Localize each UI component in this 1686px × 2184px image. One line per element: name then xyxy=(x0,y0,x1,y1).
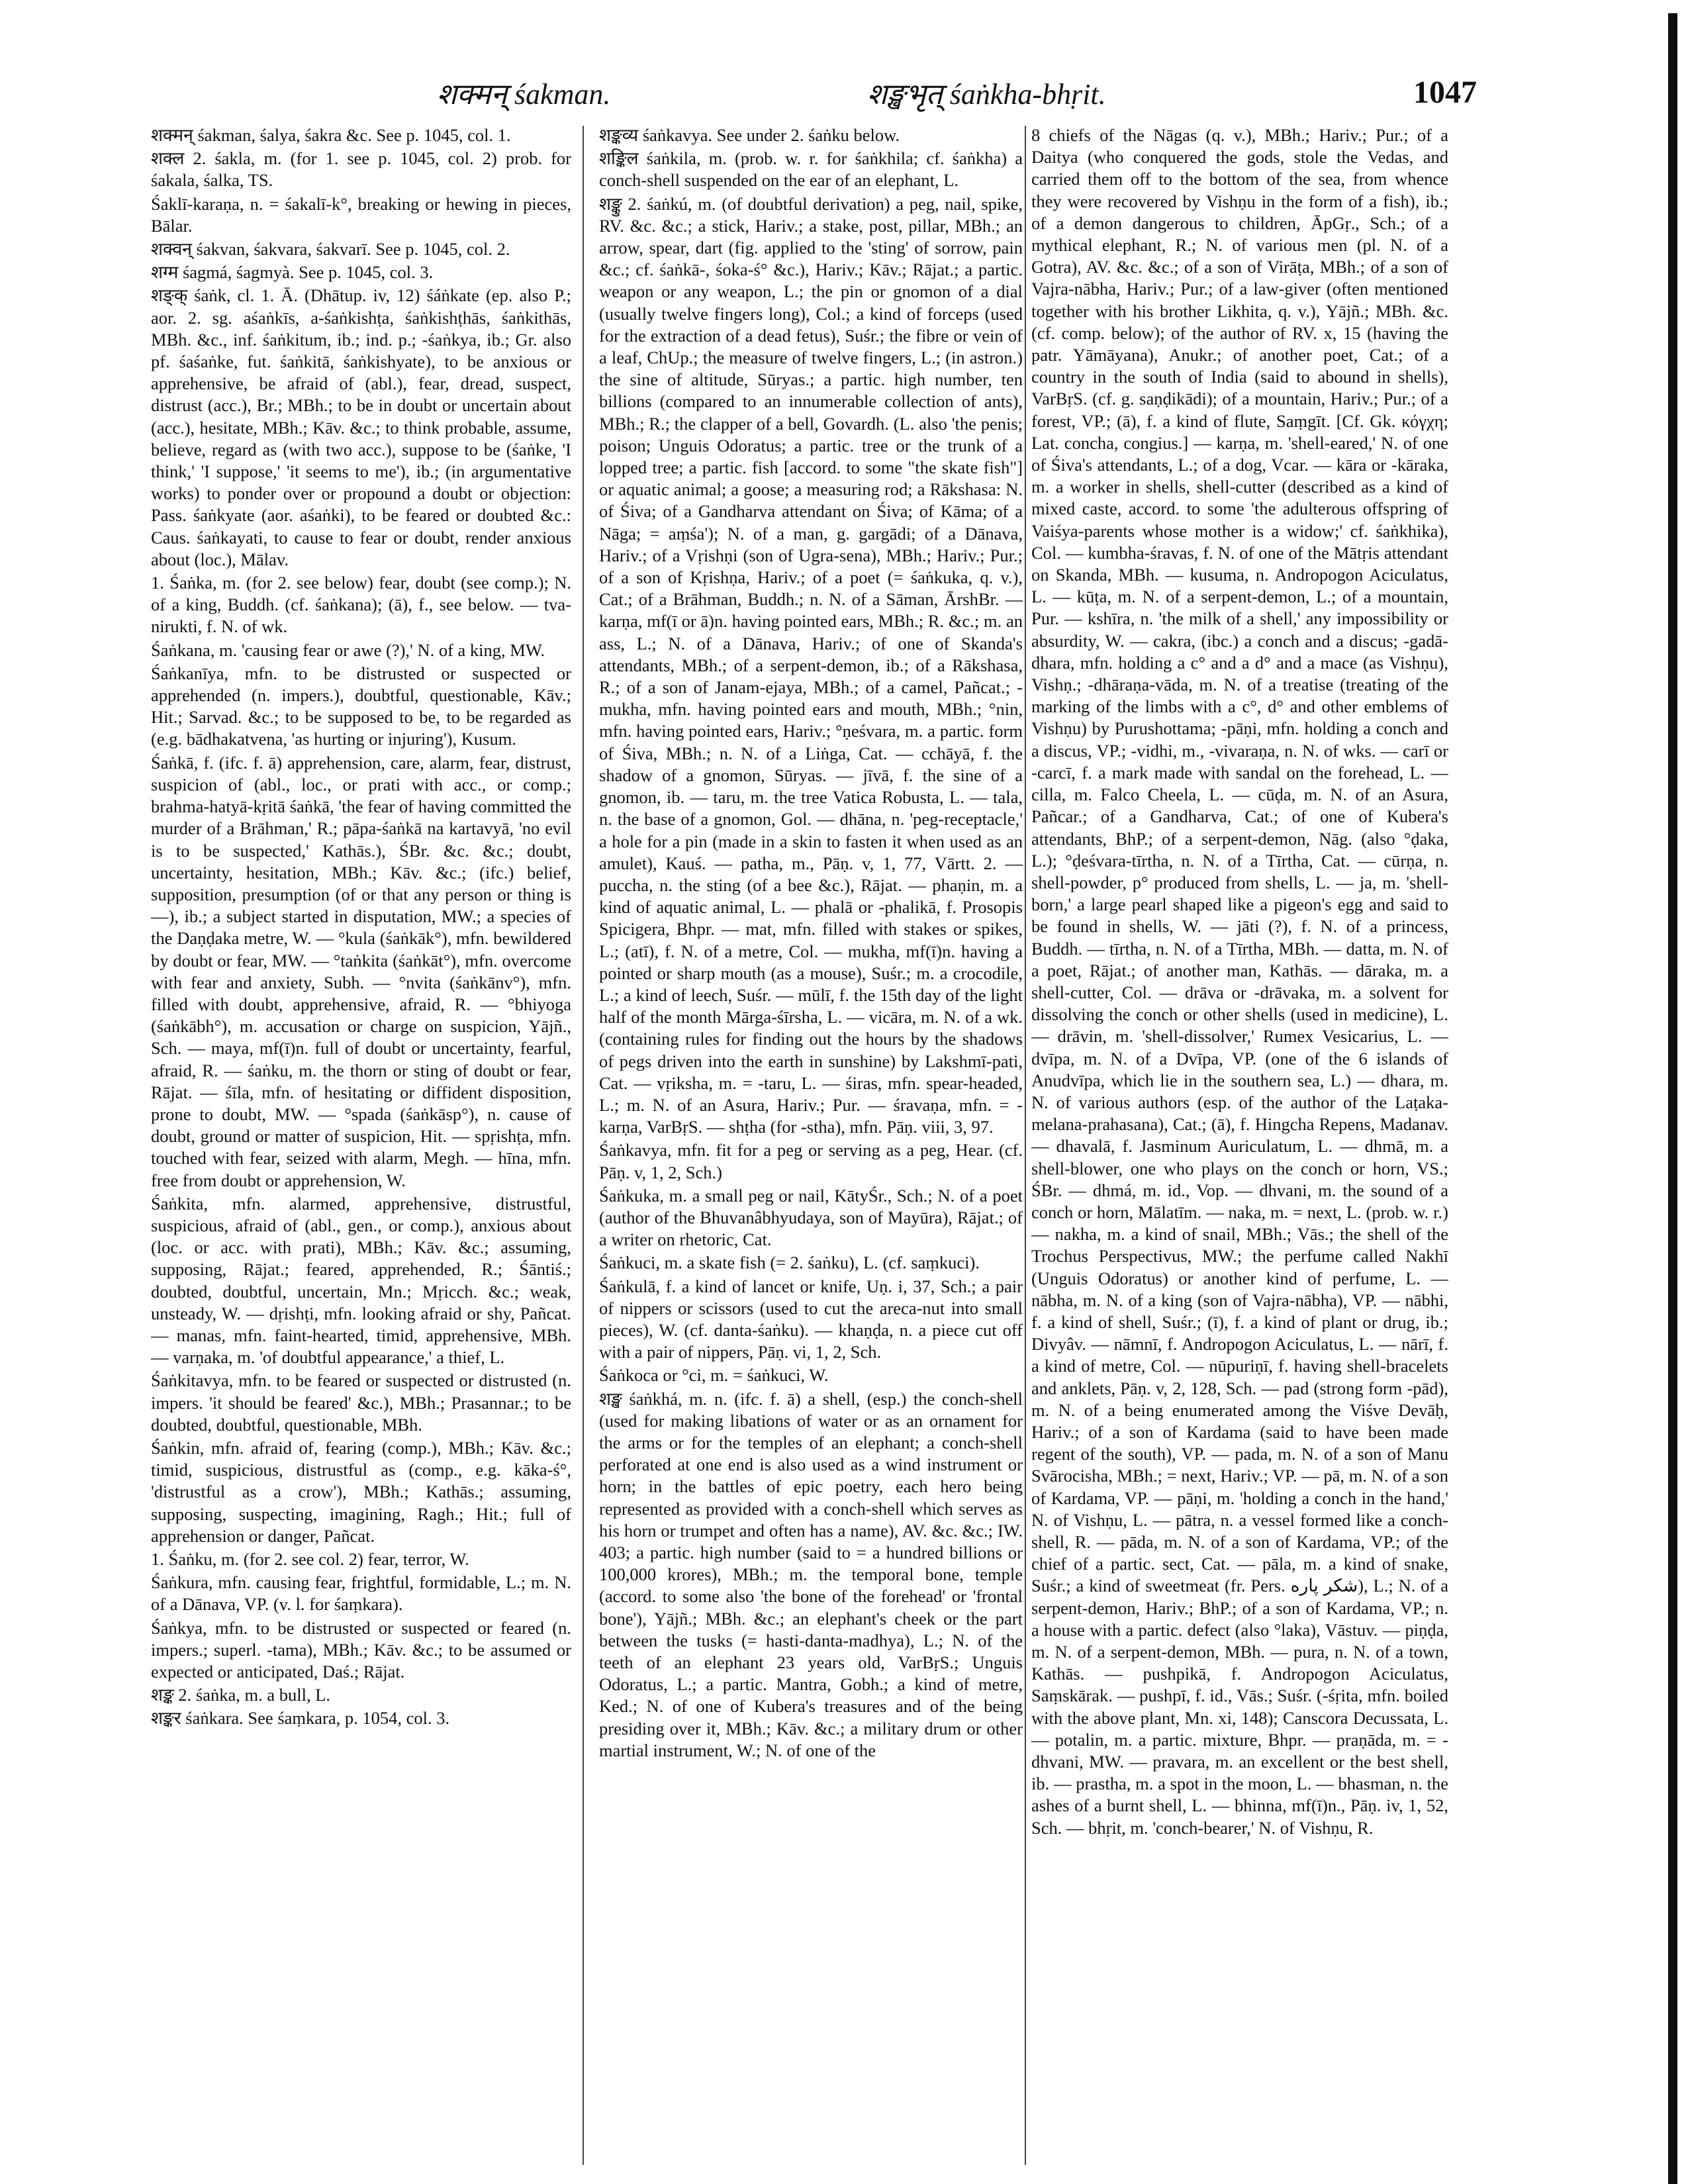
entry: शक्मन् śakman, śalya, śakra &c. See p. 1045, col. 1. xyxy=(151,125,511,145)
entry: Śaṅkya, mfn. to be distrusted or suspected or feared (n. impers.; superl. -tama), MBh.; Kāv. &c.; to be assumed or expected or anticipated, Daś.; Rājat. xyxy=(151,1617,571,1682)
entry: शक्वन् śakvan, śakvara, śakvarī. See p. 1045, col. 2. xyxy=(151,239,510,260)
entry: Śaṅkanīya, mfn. to be distrusted or suspected or apprehended (n. impers.), doubtful, questionable, Kāv.; Hit.; Sarvad. &c.; to be supposed to be, to be regarded as (e.g. bādhakatvena, 'as hurting or injuring'), Kusum. xyxy=(151,663,571,749)
entry: शक्ल 2. śakla, m. (for 1. see p. 1045, col. 2) prob. for śakala, śalka, TS. xyxy=(151,148,571,191)
column-left xyxy=(151,124,571,2163)
entry: शङ्ख śaṅkhá, m. n. (ifc. f. ā) a shell, (esp.) the conch-shell (used for making libations of water or as an ornament for the arms or for the temples of an elephant; a conch-shell perforated at one end is also used as a wind instrument or horn; in the battles of epic poetry, each hero being represented as provided with a conch-shell which serves as his horn or trumpet and often has a name), AV. &c. &c.; IW. 403; a partic. high number (said to = a hundred billions or 100,000 krores), MBh.; m. the temporal bone, temple (accord. to some also 'the bone of the forehead' or 'frontal bone'), Yājñ.; MBh. &c.; an elephant's cheek or the part between the tusks (= hasti-danta-madhya), L.; N. of the teeth of an elephant 23 years old, VarBṛS.; Unguis Odoratus, L.; a partic. Mantra, Gobh.; a kind of metre, Ked.; N. of one of Kubera's treasures and of the being presiding over it, MBh.; Kāv. &c.; a military drum or other martial instrument, W.; N. of one of the xyxy=(599,1388,1023,1760)
entry: Śaṅkana, m. 'causing fear or awe (?),' N. of a king, MW. xyxy=(151,640,545,660)
entry: Śaṅkin, mfn. afraid of, fearing (comp.), MBh.; Kāv. &c.; timid, suspicious, distrustful as (comp., e.g. kāka-ś°, 'distrustful as a crow'), MBh.; Kathās.; assuming, supposing, suspecting, imagining, Ragh.; Hit.; full of apprehension or danger, Pañcat. xyxy=(151,1437,571,1546)
entry: Śaṅkuka, m. a small peg or nail, KātyŚr., Sch.; N. of a poet (author of the Bhuvanâbhyudaya, son of Mayūra), Rājat.; of a writer on rhetoric, Cat. xyxy=(599,1185,1023,1250)
entry: शङ्क 2. śaṅka, m. a bull, L. xyxy=(151,1685,331,1705)
entry: Śaṅkitavya, mfn. to be feared or suspected or distrusted (n. impers. 'it should be feared' &c.), MBh.; Prasannar.; to be doubted, doubtful, questionable, MBh. xyxy=(151,1370,571,1435)
entry: शग्म śagmá, śagmyà. See p. 1045, col. 3. xyxy=(151,262,434,283)
entry: Śaklī-karaṇa, n. = śakalī-k°, breaking or hewing in pieces, Bālar. xyxy=(151,193,571,236)
entry: शङ्कु 2. śaṅkú, m. (of doubtful derivation) a peg, nail, spike, RV. &c. &c.; a stick, Hariv.; a stake, post, pillar, MBh.; an arrow, spear, dart (fig. applied to the 'sting' of sorrow, pain &c.; cf. śaṅkā-, śoka-ś° &c.), Hariv.; Kāv.; Rājat.; a partic. weapon or any weapon, L.; the pin or gnomon of a dial (usually twelve fingers long), Col.; a kind of forceps (used for the extraction of a dead fetus), Suśr.; the fibre or vein of a leaf, ChUp.; the measure of twelve fingers, L.; (in astron.) the sine of altitude, Sūryas.; a partic. high number, ten billions (compared to an innumerable collection of ants), MBh.; R.; the clapper of a bell, Govardh. (L. also 'the penis; poison; Unguis Odoratus; a partic. tree or the trunk of a lopped tree; a partic. fish [accord. to some "the skate fish"] or aquatic animal; a goose; a measuring rod; a Rākshasa: N. of Śiva; of a Gandharva attendant on Śiva; of Kāma; of a Nāga; = aṃśa'); N. of a man, g. gargādi; of a Dānava, Hariv.; of a Vṛishṇi (son of Ugra-sena), MBh.; Hariv.; Pur.; of a son of Kṛishṇa, Hariv.; of a poet (= śaṅkuka, q. v.), Cat.; of a Brāhman, Buddh.; n. N. of a Sāman, ĀrshBr. — karṇa, mf(ī or ā)n. having pointed ears, MBh.; R. &c.; m. an ass, L.; N. of a Dānava, Hariv.; of one of Skanda's attendants, MBh.; of a serpent-demon, ib.; of a Rākshasa, R.; of a son of Janam-ejaya, MBh.; of a camel, Pañcat.; -mukha, mfn. having pointed ears and mouth, MBh.; °nin, mfn. having pointed ears, Hariv.; °ṇeśvara, m. a partic. form of Śiva, MBh.; n. N. of a Liṅga, Cat. — cchāyā, f. the shadow of a gnomon, Sūryas. — jīvā, f. the sine of a gnomon, ib. — taru, m. the tree Vatica Robusta, L. — tala, n. the base of a gnomon, Gol. — dhāna, n. 'peg-receptacle,' a hole for a pin (made in a skin to fasten it when used as an amulet), Kauś. — patha, m., Pāṇ. v, 1, 77, Vārtt. 2. — puccha, n. the sting (of a bee &c.), Rājat. — phaṇin, m. a kind of aquatic animal, L. — phalā or -phalikā, f. Prosopis Spicigera, Bhpr. — mat, mfn. filled with stakes or spikes, L.; (atī), f. N. of a metre, Col. — mukha, mf(ī)n. having a pointed or sharp mouth (as a mouse), Suśr.; m. a crocodile, L.; a kind of leech, Suśr. — mūlī, f. the 15th day of the light half of the month Mārga-śīrsha, L. — vicāra, m. N. of a wk. (containing rules for finding out the hours by the shadows of pegs driven into the earth in sunshine) by Lakshmī-pati, Cat. — vṛiksha, m. = -taru, L. — śiras, mfn. spear-headed, L.; m. N. of an Asura, Hariv.; Pur. — śravaṇa, mfn. = -karṇa, VarBṛS. — shṭha (for -stha), mfn. Pāṇ. viii, 3, 97. xyxy=(599,193,1023,1137)
column-rule xyxy=(583,126,584,2165)
entry: Śaṅkā, f. (ifc. f. ā) apprehension, care, alarm, fear, distrust, suspicion of (abl., loc., or prati with acc., or comp.; brahma-hatyā-kṛitā śaṅkā, 'the fear of having committed the murder of a Brāhman,' R.; pāpa-śaṅkā na kartavyā, 'no evil is to be suspected,' Kathās.), ŚBr. &c. &c.; doubt, uncertainty, hesitation, MBh.; Kāv. &c.; (ifc.) belief, supposition, presumption (of or that any person or thing is—), ib.; a subject started in disputation, MW.; a species of the Daṇḍaka metre, W. — °kula (śaṅkāk°), mfn. bewildered by doubt or fear, MW. — °taṅkita (śaṅkāt°), mfn. overcome with fear and anxiety, Subh. — °nvita (śaṅkānv°), mfn. filled with doubt, apprehensive, afraid, R. — °bhiyoga (śaṅkābh°), m. accusation or charge on suspicion, Yājñ., Sch. — maya, mf(ī)n. full of doubt or uncertainty, fearful, afraid, R. — śaṅku, m. the thorn or sting of doubt or fear, Rājat. — śīla, mfn. of hesitating or diffident disposition, prone to doubt, MW. — °spada (śaṅkāsp°), n. cause of doubt, ground or matter of suspicion, Hit. — spṛishṭa, mfn. touched with fear, seized with alarm, Megh. — hīna, mfn. free from doubt or apprehension, W. xyxy=(151,752,571,1190)
entry: 1. Śaṅka, m. (for 2. see below) fear, doubt (see comp.); N. of a king, Buddh. (cf. śaṅkana); (ā), f., see below. — tva-nirukti, f. N. of wk. xyxy=(151,573,571,637)
page-edge-bar xyxy=(1668,13,1677,2184)
entry: Śaṅkuci, m. a skate fish (= 2. śaṅku), L. (cf. saṃkuci). xyxy=(599,1253,980,1273)
entry: शङ्कर śaṅkara. See śaṃkara, p. 1054, col. 3. xyxy=(151,1708,450,1729)
entry: Śaṅkoca or °ci, m. = śaṅkuci, W. xyxy=(599,1365,829,1386)
column-right xyxy=(1031,124,1448,2163)
entry: शङ्कव्य śaṅkavya. See under 2. śaṅku below. xyxy=(599,125,900,145)
entry: Śaṅkita, mfn. alarmed, apprehensive, distrustful, suspicious, afraid of (abl., gen., or comp.), anxious about (loc. or acc. with prati), MBh.; Kāv. &c.; assuming, supposing, Rājat.; feared, apprehended, R.; Śāntiś.; doubted, doubtful, uncertain, Mn.; Mṛicch. &c.; weak, unsteady, W. — dṛishṭi, mfn. looking afraid or shy, Pañcat. — manas, mfn. faint-hearted, timid, apprehensive, MBh. — varṇaka, m. 'of doubtful appearance,' a thief, L. xyxy=(151,1193,571,1368)
column-rule xyxy=(1025,126,1026,2165)
column-middle xyxy=(599,124,1023,2163)
running-head-right: शङ्खभृत् śaṅkha-bhṛit. xyxy=(867,78,1106,111)
entry: Śaṅkura, mfn. causing fear, frightful, formidable, L.; m. N. of a Dānava, VP. (v. l. for śaṃkara). xyxy=(151,1572,571,1615)
entry: 1. Śaṅku, m. (for 2. see col. 2) fear, terror, W. xyxy=(151,1549,469,1569)
page-number: 1047 xyxy=(1413,75,1477,110)
entry: शङ्क् śaṅk, cl. 1. Ā. (Dhātup. iv, 12) śáṅkate (ep. also P.; aor. 2. sg. aśaṅkīs, a-śaṅkishṭa, śaṅkishṭhās, śaṅkithās, MBh. &c., inf. śaṅkitum, ib.; ind. p.; -śaṅkya, ib.; Gr. also pf. śaśaṅke, fut. śaṅkitā, śaṅkishyate), to be anxious or apprehensive, be afraid of (abl.), fear, dread, suspect, distrust (acc.), Br.; MBh.; to be in doubt or uncertain about (acc.), hesitate, MBh.; Kāv. &c.; to think probable, assume, believe, regard as (with two acc.), suppose to be (śaṅke, 'I think,' 'I suppose,' 'it seems to me'), ib.; (in argumentative works) to ponder over or propound a doubt or objection: Pass. śaṅkyate (aor. aśaṅki), to be feared or doubted &c.: Caus. śaṅkayati, to cause to fear or doubt, render anxious about (loc.), Mālav. xyxy=(151,285,571,569)
entry: 8 chiefs of the Nāgas (q. v.), MBh.; Hariv.; Pur.; of a Daitya (who conquered the gods, stole the Vedas, and carried them off to the bottom of the sea, from whence they were recovered by Vishṇu in the form of a fish), ib.; of a demon dangerous to children, ĀpGṛ., Sch.; of a mythical elephant, R.; N. of various men (pl. N. of a Gotra), AV. &c. &c.; of a son of Virāṭa, MBh.; of a son of Vajra-nābha, Hariv.; Pur.; of a law-giver (often mentioned together with his brother Likhita, q. v.), Yājñ.; MBh. &c. (cf. comp. below); of the author of RV. x, 15 (having the patr. Yāmāyana), Anukr.; of another poet, Cat.; of a country in the south of India (said to abound in shells), VarBṛS. (cf. g. saṇḍikādi); of a mountain, Hariv.; Pur.; of a forest, VP.; (ā), f. a kind of flute, Saṃgīt. [Cf. Gk. κόγχη; Lat. concha, congius.] — karṇa, m. 'shell-eared,' N. of one of Śiva's attendants, L.; of a dog, Vcar. — kāra or -kāraka, m. a worker in shells, shell-cutter (described as a kind of mixed caste, accord. to some 'the adulterous offspring of Vaiśya-parents whose mother is a widow;' cf. śaṅkhika), Col. — kumbha-śravas, f. N. of one of the Mātṛis attendant on Skanda, MBh. — kusuma, n. Andropogon Aciculatus, L. — kūṭa, m. N. of a serpent-demon, L.; of a mountain, Pur. — kshīra, n. 'the milk of a shell,' any impossibility or absurdity, W. — cakra, (ibc.) a conch and a discus; -gadā-dhara, mfn. holding a c° and a d° and a mace (as Vishṇu), Vishṇ.; -dhāraṇa-vāda, m. N. of a treatise (treating of the marking of the limbs with a c°, d° and other emblems of Vishṇu) by Purushottama; -pāṇi, mfn. holding a conch and a discus, VP.; -vidhi, m., -vivaraṇa, n. N. of wks. — carī or -carcī, f. a mark made with sandal on the forehead, L. — cilla, m. Falco Cheela, L. — cūḍa, m. N. of an Asura, Pañcar.; of a Gandharva, Cat.; of one of Kubera's attendants, BhP.; of a serpent-demon, Nāg. (also °ḍaka, L.); °ḍeśvara-tīrtha, n. N. of a Tīrtha, Cat. — cūrṇa, n. shell-powder, p° produced from shells, L. — ja, m. 'shell-born,' a large pearl shaped like a pigeon's egg and said to be found in shells, W. — jāti (?), f. N. of a princess, Buddh. — tīrtha, n. N. of a Tīrtha, MBh. — datta, m. N. of a poet, Rājat.; of another man, Kathās. — dāraka, m. a shell-cutter, Col. — drāva or -drāvaka, m. a solvent for dissolving the conch or other shells (used in medicine), L. — drāvin, m. 'shell-dissolver,' Rumex Vesicarius, L. — dvīpa, m. N. of a Dvīpa, VP. (one of the 6 islands of Anudvīpa, which lie in the southern sea, L.) — dhara, m. N. of various authors (esp. of the author of the Laṭaka-melana-prahasana), Cat.; (ā), f. Hingcha Repens, Madanav. — dhavalā, f. Jasminum Auriculatum, L. — dhmā, m. a shell-blower, one who plays on the conch or horn, VS.; ŚBr. — dhmá, m. id., Vop. — dhvani, m. the sound of a conch or horn, Mālatīm. — naka, m. = next, L. (prob. w. r.) — nakha, m. a kind of snail, MBh.; Vās.; the shell of the Trochus Perspectivus, MW.; the perfume called Nakhī (Unguis Odoratus) or another kind of perfume, L. — nābha, m. N. of a king (son of Vajra-nābha), VP. — nābhi, f. a kind of shell, Suśr.; (ī), f. a kind of plant or drug, ib.; Divyâv. — nāmnī, f. Andropogon Aciculatus, L. — nārī, f. a kind of metre, Col. — nūpuriṇī, f. having shell-bracelets and anklets, Pāṇ. v, 2, 128, Sch. — pad (strong form -pād), m. N. of a being enumerated among the Viśve Devāḥ, Hariv.; of a son of Kardama (said to have been made regent of the south), VP. — pada, m. N. of a son of Manu Svārocisha, MBh.; = next, Hariv.; VP. — pā, m. N. of a son of Kardama, VP. — pāṇi, m. 'holding a conch in the hand,' N. of Vishṇu, L. — pātra, n. a vessel formed like a conch-shell, R. — pāda, m. N. of a son of Kardama, VP.; of the chief of a partic. sect, Cat. — pāla, m. a kind of snake, Suśr.; a kind of sweetmeat (fr. Pers. شکر پاره), L.; N. of a serpent-demon, Hariv.; BhP.; of a son of Kardama, VP.; n. a house with a partic. defect (also °laka), Vāstuv. — piṇḍa, m. N. of a serpent-demon, MBh. — pura, n. N. of a town, Kathās. — pushpikā, f. Andropogon Aciculatus, Saṃskārak. — pushpī, f. id., Vās.; Suśr. (-śṛita, mfn. boiled with the above plant, Mn. xi, 148); Canscora Decussata, L. — potalin, m. a partic. mixture, Bhpr. — praṇāda, m. = -dhvani, MW. — pravara, m. an excellent or the best shell, ib. — prastha, m. a spot in the moon, L. — bhasman, n. the ashes of a burnt shell, L. — bhinna, mf(ī)n., Pāṇ. iv, 1, 52, Sch. — bhṛit, m. 'conch-bearer,' N. of Vishṇu, R. xyxy=(1031,125,1448,1838)
entry: शङ्किल śaṅkila, m. (prob. w. r. for śaṅkhila; cf. śaṅkha) a conch-shell suspended on the ear of an elephant, L. xyxy=(599,148,1023,191)
entry: Śaṅkulā, f. a kind of lancet or knife, Uṇ. i, 37, Sch.; a pair of nippers or scissors (used to cut the areca-nut into small pieces), W. (cf. danta-śaṅku). — khaṇḍa, n. a piece cut off with a pair of nippers, Pāṇ. vi, 1, 2, Sch. xyxy=(599,1276,1023,1362)
running-head-left: शक्मन् śakman. xyxy=(437,78,611,111)
entry: Śaṅkavya, mfn. fit for a peg or serving as a peg, Hear. (cf. Pāṇ. v, 1, 2, Sch.) xyxy=(599,1140,1023,1182)
